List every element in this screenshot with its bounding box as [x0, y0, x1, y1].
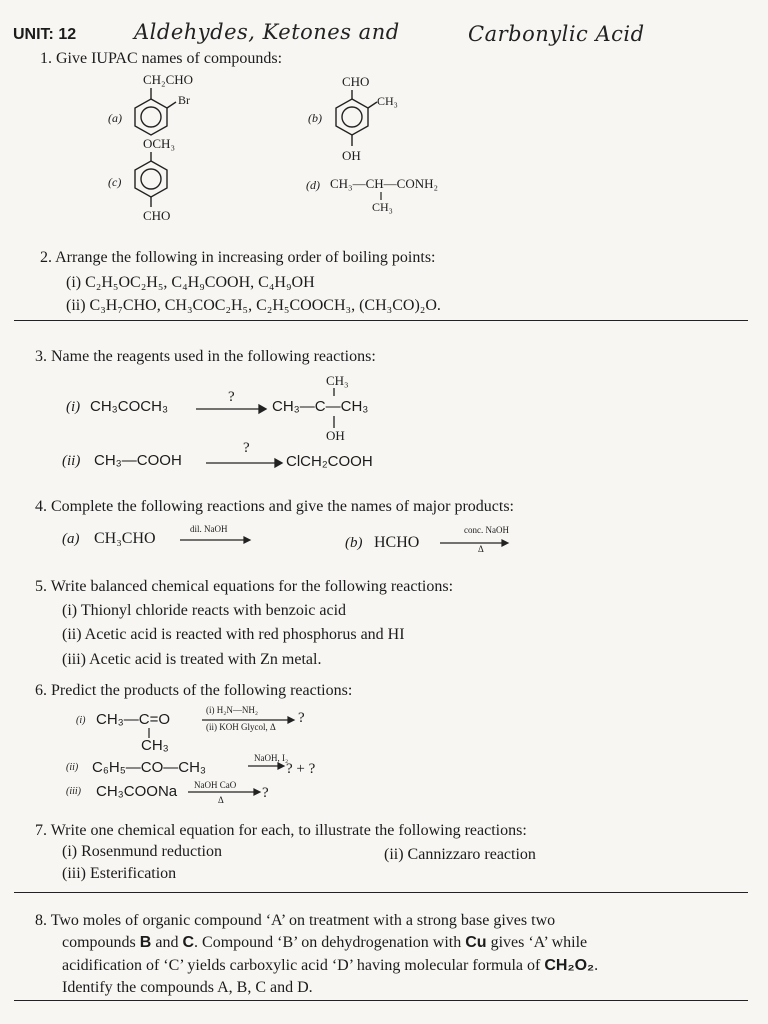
q8-text: . Compound ‘B’ on dehydrogenation with [194, 934, 466, 951]
compound-a-label: (a) [108, 111, 122, 125]
q4-b-condition: Δ [478, 544, 484, 554]
q2-part-ii: (ii) C₃H₇CHO, CH₃COC₂H₅, C₂H₅COOCH₃, (CH₃CO)₂O. [66, 297, 441, 314]
question-number: 2. [40, 249, 52, 266]
question-number: 7. [35, 822, 47, 839]
compound-b-substituent-bottom: OH [342, 148, 361, 163]
compound-b-substituent-top: CHO [342, 74, 370, 89]
q7-part-iii: (iii) Esterification [62, 865, 177, 882]
question-number: 3. [35, 348, 47, 365]
compound-d-label: (d) [306, 178, 320, 192]
q8-line-4: Identify the compounds A, B, C and D. [62, 979, 313, 996]
question-text: Arrange the following in increasing order of boiling points: [55, 249, 436, 266]
question-8 [35, 912, 555, 930]
q8-text: and [151, 934, 183, 951]
question-number: 1. [40, 50, 52, 67]
q6-iii-label: (iii) [66, 786, 81, 797]
compound-d-branch: CH₃ [372, 200, 393, 214]
q4-a-label: (a) [62, 531, 80, 547]
chapter-title-handwritten: Aldehydes, Ketones and [134, 20, 400, 44]
chapter-title-handwritten-2: Carbonylic Acid [468, 22, 645, 46]
compound-a-substituent-br: Br [178, 93, 190, 107]
q4-a-reactant: CH₃CHO [94, 530, 156, 547]
compound-d-formula: CH₃—CH—CONH₂ [330, 176, 439, 191]
q4-b-label: (b) [345, 535, 363, 551]
question-text-line1: Two moles of organic compound ‘A’ on treatment with a strong base gives two [50, 912, 556, 929]
q7-part-i: (i) Rosenmund reduction [62, 843, 222, 860]
compound-c-substituent-top: OCH₃ [143, 136, 175, 151]
compound-b-substituent-ch3: CH₃ [377, 94, 398, 108]
q8-line-3 [62, 957, 598, 975]
q3-i-label: (i) [66, 399, 81, 415]
q6-ii-label: (ii) [66, 762, 79, 773]
q3-i-product-top: CH₃ [326, 373, 349, 388]
q6-ii-reactant: C₆H₅—CO—CH₃ [92, 759, 207, 776]
copper-symbol: Cu [465, 934, 487, 951]
compound-b-label: (b) [308, 111, 322, 125]
question-number: 8. [35, 912, 47, 929]
q8-text: compounds [62, 934, 140, 951]
section-divider [14, 892, 748, 893]
question-text: Write one chemical equation for each, to illustrate the following reactions: [50, 822, 527, 839]
q3-ii-label: (ii) [62, 453, 81, 469]
q3-ii-reactant: CH₃—COOH [94, 452, 182, 469]
compound-c-substituent-bottom: CHO [143, 208, 171, 223]
compound-a-substituent-top: CH₂CHO [143, 72, 194, 87]
q3-ii-arrow-reagent: ? [243, 440, 250, 456]
section-divider [14, 1000, 748, 1001]
question-text: Give IUPAC names of compounds: [56, 50, 283, 67]
q6-iii-condition: Δ [218, 795, 224, 805]
q2-part-i: (i) C₂H₅OC₂H₅, C₄H₉COOH, C₄H₉OH [66, 274, 315, 291]
q7-part-ii: (ii) Cannizzaro reaction [384, 846, 536, 863]
q8-text: gives ‘A’ while [486, 934, 588, 951]
q6-i-reactant: CH₃—C=O [96, 711, 171, 728]
q5-part-iii: (iii) Acetic acid is treated with Zn metal. [62, 651, 322, 668]
q6-iii-result: ? [262, 785, 269, 801]
q5-part-i: (i) Thionyl chloride reacts with benzoic acid [62, 602, 347, 619]
q6-i-label: (i) [76, 715, 86, 726]
q3-ii-product: ClCH₂COOH [286, 453, 373, 470]
q8-text: . [594, 957, 599, 974]
q3-i-reactant: CH₃COCH₃ [90, 398, 169, 415]
question-text: Name the reagents used in the following reactions: [51, 348, 376, 365]
q6-i-result: ? [298, 710, 305, 726]
question-text: Write balanced chemical equations for the following reactions: [50, 578, 454, 595]
q4-b-reagent: conc. NaOH [464, 525, 509, 535]
question-number: 4. [35, 498, 47, 515]
q6-ii-result: ? + ? [286, 761, 316, 777]
question-text: Complete the following reactions and give the names of major products: [51, 498, 514, 515]
q3-i-product-bottom: OH [326, 428, 345, 443]
q3-i-arrow-reagent: ? [228, 389, 235, 405]
q6-ii-reagent: NaOH, I₂ [254, 753, 289, 763]
q6-iii-reagent: NaOH CaO [194, 780, 237, 790]
q8-text: acidification of ‘C’ yields carboxylic acid ‘D’ having molecular formula of [62, 957, 545, 974]
compound-c-label: (c) [108, 175, 122, 189]
q6-i-reagent-top: (i) H₂N—NH₂ [206, 705, 259, 715]
q6-i-reagent-bottom: (ii) KOH Glycol, Δ [206, 722, 276, 732]
unit-label: UNIT: 12 [13, 26, 77, 43]
question-number: 6. [35, 682, 47, 699]
q4-b-reactant: HCHO [374, 534, 420, 551]
q4-a-reagent: dil. NaOH [190, 524, 228, 534]
q6-i-branch: CH₃ [141, 737, 169, 754]
q8-line-2 [62, 934, 587, 952]
question-7 [35, 822, 527, 840]
q5-part-ii: (ii) Acetic acid is reacted with red phosphorus and HI [62, 626, 405, 643]
compound-c: C [182, 934, 195, 951]
question-text: Predict the products of the following reactions: [51, 682, 353, 699]
q6-iii-reactant: CH₃COONa [96, 783, 178, 800]
q3-i-product: CH₃—C—CH₃ [272, 398, 369, 415]
question-number: 5. [35, 578, 47, 595]
compound-b: B [139, 934, 152, 951]
molecular-formula: CH₂O₂ [544, 957, 595, 974]
